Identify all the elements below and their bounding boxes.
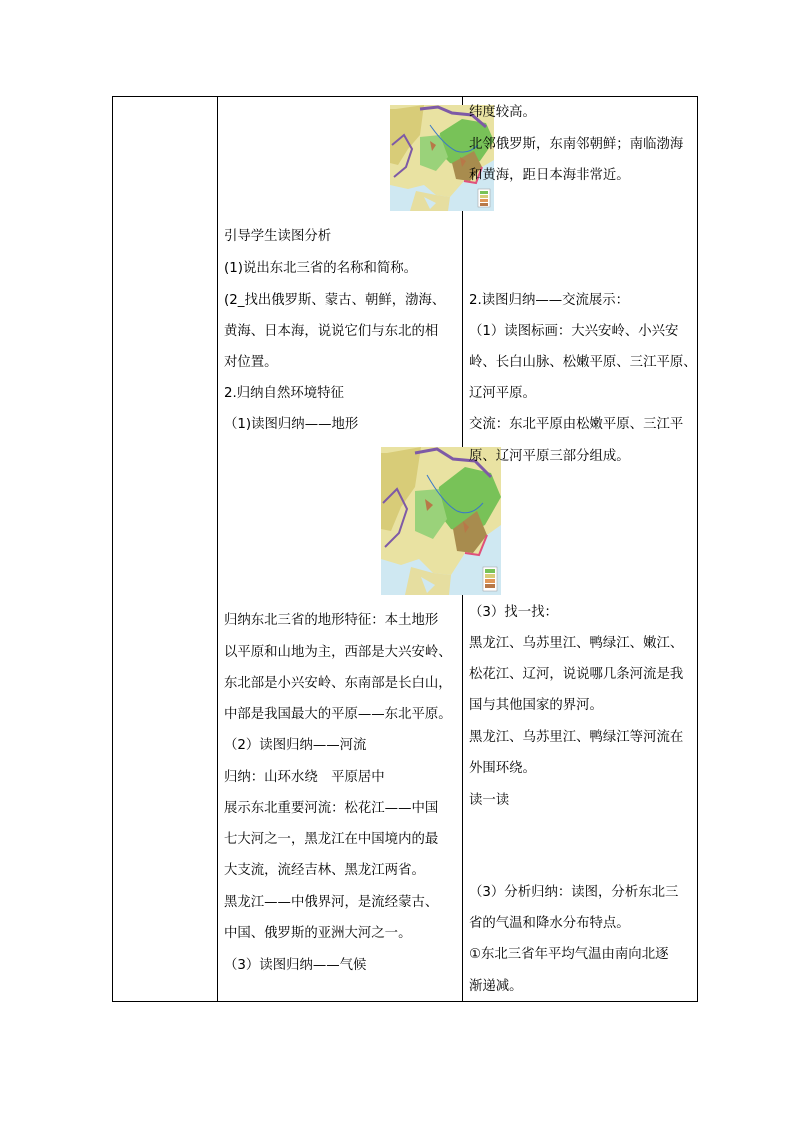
- find-title: （3）找一找：: [469, 605, 558, 620]
- climate-title: （3）读图归纳——气候: [224, 958, 367, 973]
- rivers-summary: 归纳：山环水绕 平原居中: [224, 770, 385, 785]
- lesson-table: [112, 96, 698, 1002]
- landforms-line-1: （1）读图标画：大兴安岭、小兴安: [469, 324, 679, 339]
- terrain-summary-line-4: 中部是我国最大的平原——东北平原。: [224, 707, 452, 722]
- rivers-question-line-1: 黑龙江、乌苏里江、鸭绿江、嫩江、: [469, 636, 684, 651]
- section-2-heading: 2.归纳自然环境特征: [224, 386, 344, 401]
- question-2-line-1: (2_找出俄罗斯、蒙古、朝鲜，渤海、: [224, 293, 446, 308]
- heilongjiang-line-1: 黑龙江——中俄界河，是流经蒙古、: [224, 895, 439, 910]
- guide-text: 引导学生读图分析: [224, 229, 332, 244]
- table-row: [113, 97, 698, 1002]
- neighbors-line-1: 北邻俄罗斯，东南邻朝鲜；南临渤海: [469, 137, 684, 152]
- rivers-question-line-3: 国与其他国家的界河。: [469, 698, 603, 713]
- left-column-cell: [113, 97, 218, 1002]
- rivers-answer-line-1: 黑龙江、乌苏里江、鸭绿江等河流在: [469, 730, 684, 745]
- temperature-line-2: 渐递减。: [469, 979, 523, 994]
- question-2-line-3: 对位置。: [224, 355, 278, 370]
- rivers-answer-line-2: 外围环绕。: [469, 761, 536, 776]
- analysis-line-1: （3）分析归纳：读图，分析东北三: [469, 885, 679, 900]
- plains-line-1: 交流：东北平原由松嫩平原、三江平: [469, 417, 684, 432]
- rivers-question-line-2: 松花江、辽河，说说哪几条河流是我: [469, 667, 684, 682]
- neighbors-line-2: 和黄海，距日本海非常近。: [469, 168, 630, 183]
- temperature-line-1: ①东北三省年平均气温由南向北逐: [469, 947, 669, 962]
- terrain-summary-line-2: 以平原和山地为主，西部是大兴安岭、: [224, 645, 452, 660]
- terrain-title: （1)读图归纳——地形: [224, 417, 359, 432]
- plains-line-2: 原、辽河平原三部分组成。: [469, 449, 630, 464]
- student-activity-cell: [463, 97, 698, 1002]
- latitude-text: 纬度较高。: [469, 105, 536, 120]
- rivers-detail-line-2: 七大河之一，黑龙江在中国境内的最: [224, 832, 439, 847]
- analysis-line-2: 省的气温和降水分布特点。: [469, 916, 630, 931]
- read-title: 读一读: [469, 793, 510, 808]
- landforms-line-3: 辽河平原。: [469, 386, 536, 401]
- question-1: (1)说出东北三省的名称和简称。: [224, 261, 418, 276]
- landforms-line-2: 岭、长白山脉、松嫩平原、三江平原、: [469, 355, 697, 370]
- rivers-detail-line-1: 展示东北重要河流：松花江——中国: [224, 801, 439, 816]
- rivers-title: （2）读图归纳——河流: [224, 738, 367, 753]
- teacher-activity-cell: [218, 97, 463, 1002]
- terrain-summary-line-1: 归纳东北三省的地形特征：本土地形: [224, 613, 439, 628]
- terrain-summary-line-3: 东北部是小兴安岭、东南部是长白山，: [224, 676, 452, 691]
- read-map-heading: 2.读图归纳——交流展示：: [469, 293, 630, 308]
- rivers-detail-line-3: 大支流，流经吉林、黑龙江两省。: [224, 863, 425, 878]
- heilongjiang-line-2: 中国、俄罗斯的亚洲大河之一。: [224, 926, 412, 941]
- question-2-line-2: 黄海、日本海，说说它们与东北的相: [224, 324, 439, 339]
